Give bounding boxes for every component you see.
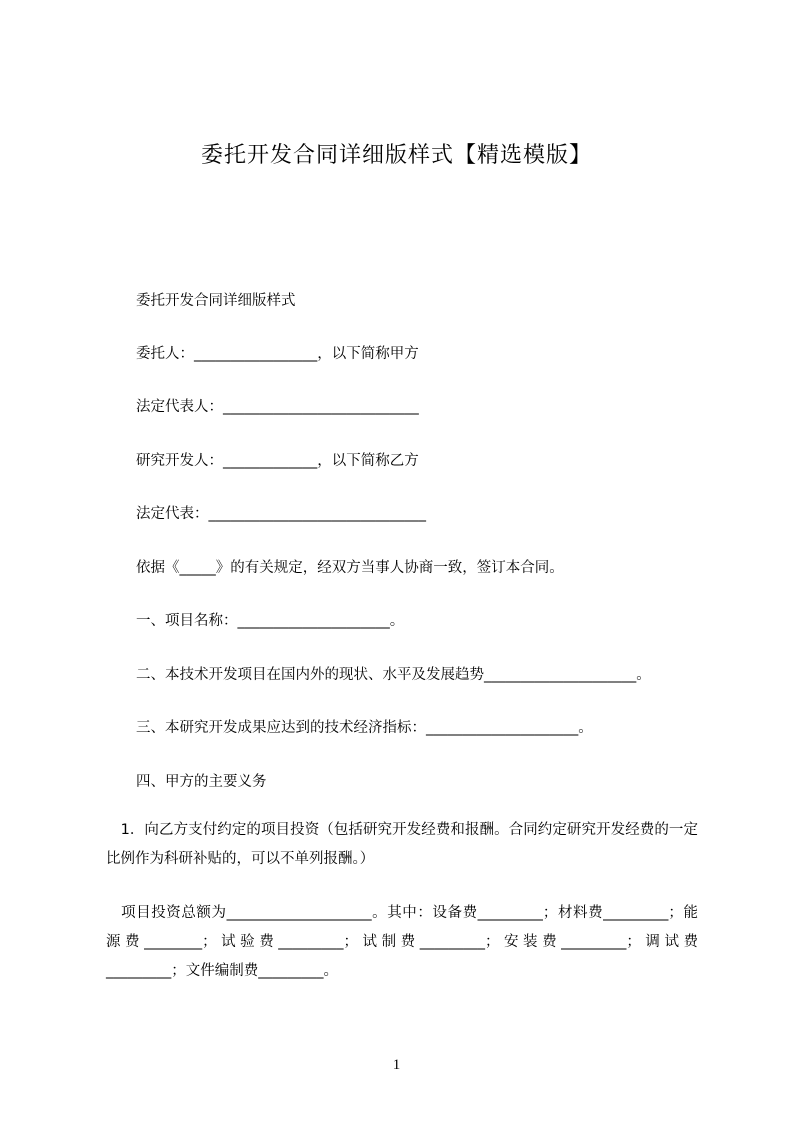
clause-project-name: 一、项目名称：_____________________。 — [136, 613, 405, 629]
developer-line: 研究开发人：_____________，以下简称乙方 — [136, 453, 419, 469]
clause-current-status: 二、本技术开发项目在国内外的现状、水平及发展趋势_____________________。 — [136, 667, 651, 683]
investment-paragraph: 项目投资总额为____________________。其中：设备费_________；材料费_________；能源费________；试验费_________；试制费_________；安装费_________；调试费_________；文件编制费_________。 — [106, 905, 698, 979]
client-line: 委托人：_________________，以下简称甲方 — [136, 346, 419, 362]
developer-representative-line: 法定代表：______________________________ — [136, 506, 426, 522]
document-title: 委托开发合同详细版样式【精选模版】 — [200, 143, 592, 168]
clause-technical-indicators: 三、本研究开发成果应达到的技术经济指标：_____________________。 — [136, 720, 593, 736]
obligation-paragraph-1: 1．向乙方支付约定的项目投资（包括研究开发经费和报酬。合同约定研究开发经费的一定比例作为科研补贴的，可以不单列报酬。） — [106, 822, 698, 867]
client-representative-line: 法定代表人：___________________________ — [136, 399, 419, 415]
document-subtitle: 委托开发合同详细版样式 — [136, 293, 296, 309]
clause-party-a-obligations: 四、甲方的主要义务 — [136, 774, 267, 790]
page-number: 1 — [392, 1057, 401, 1073]
legal-basis-line: 依据《_____》的有关规定，经双方当事人协商一致，签订本合同。 — [136, 560, 564, 576]
